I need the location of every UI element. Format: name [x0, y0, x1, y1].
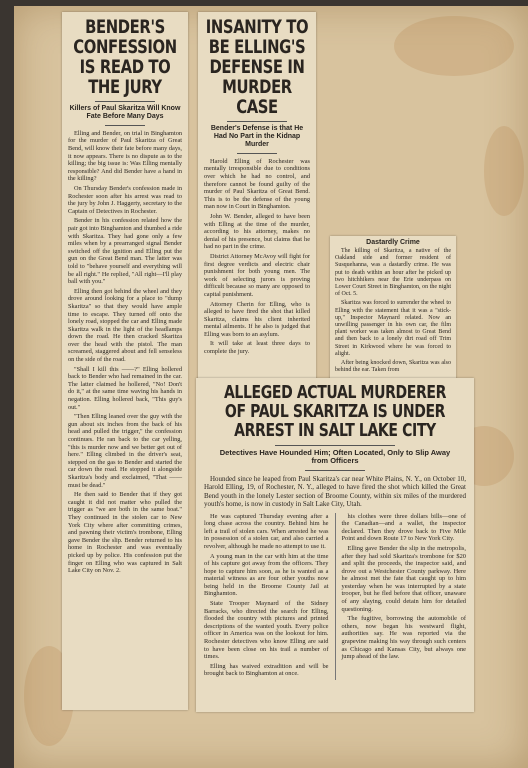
paragraph: Bender in his confession related how the pair got into Binghamton and thumbed a ride with Skaritza. They had gone only a few miles when by a prearranged signal Bender switched off the ignition and Elling put the gun on the Great Bend man. The latter was told to "behave yourself and everything will be all right." He replied, "All right—I'll play ball with you."	[68, 217, 182, 286]
headline	[68, 18, 182, 98]
paragraph: On Thursday Bender's confession made in Rochester soon after his arrest was read to the jury by John J. Haggerty, secretary to the Captain of Detectives in Rochester.	[68, 185, 182, 215]
paragraph: Elling and Bender, on trial in Binghamton for the murder of Paul Skaritza of Great Bend, will know their fate before many days, it now appears. There is no dispute as to the killing; the big issue is: Was Elling mentally responsible? And did Bender have a hand in the killing?	[68, 129, 182, 183]
two-column-body	[204, 513, 466, 680]
article-body	[204, 158, 310, 356]
right-column	[342, 513, 467, 680]
lead-paragraph	[204, 475, 466, 509]
paragraph: Elling then got behind the wheel and they drove around looking for a place to "dump Skaritza" so that they would have ample time to escape. They turned off onto the lonely road, stopped the car and Elling made Skaritza walk in the light of the headlamps down the road. He then cracked Skaritza over the head with the pistol. The man screamed, staggered about and fell senseless on the side of the road.	[68, 287, 182, 364]
paragraph: State Trooper Maynard of the Sidney Barracks, who directed the search for Elling, flooded the country with pictures and printed descriptions of the wanted youth. Every police officer in America was on the lookout for him. Rochester detectives who know Elling are said to have been close on his trail a number of times.	[204, 600, 329, 661]
paragraph: After being knocked down, Skaritza was also behind the ear. Taken from	[335, 360, 451, 374]
clipping-dastardly-crime	[330, 236, 456, 386]
headline-line: ALLEGED ACTUAL MURDERER	[223, 382, 447, 403]
article-body	[335, 248, 451, 374]
paragraph: John W. Bender, alleged to have been with Elling at the time of the murder, according to his attorney, makes no denial of his presence, but claims that he had no part in the crime.	[204, 212, 310, 251]
article-body	[68, 130, 182, 575]
left-column	[204, 513, 329, 680]
headline-line: BENDER'S	[85, 16, 165, 38]
paragraph: A young man in the car with him at the time of his capture got away from the officers. They hope to capture him soon, as he is wanted as a material witness as are four other youths now being held in the Broome County Jail at Binghamton.	[204, 552, 329, 598]
clipping-bender-confession	[62, 12, 188, 710]
paragraph: Skaritza was forced to surrender the wheel to Elling with the statement that it was a "stick-up," Inspector Maynard related. Now an unwilling passenger in his own car, the film plant worker was taken almost to Great Bend and then back to a lonely dirt road off Trim Street in Kirkwood where he was forced to alight.	[335, 300, 451, 357]
paragraph: Attorney Cherin for Elling, who is alleged to have fired the shot that killed Skaritza, claims his client inherited mental ailments. If he also is judged that Elling was born to an asylum.	[204, 300, 310, 338]
paragraph: The fugitive, borrowing the automobile of others, now began his westward flight, authorities say. He was reported via the grapevine making his way through such centers as Chicago and Kansas City, but always one jump ahead of the law.	[341, 615, 466, 661]
section-heading: Dastardly Crime	[366, 239, 420, 246]
paragraph: "Shall I kill this ——?" Elling hollered back to Bender who had remained in the car. The latter claimed he hollered, "No! Don't do it," at the same time waving his hands in negation. Elling hollered back, "This guy's out."	[68, 365, 182, 411]
headline-line: THE JURY	[88, 75, 162, 98]
headline-line: CONFESSION	[73, 35, 177, 58]
subhead: Bender's Defense is that He Had No Part in the Kidnap Murder	[210, 124, 304, 148]
paragraph: Elling gave Bender the slip in the metropolis, after they had sold Skaritza's trombone for $20 and split the proceeds, the inspector said, and drove out a Westchester County parkway. Here he almost met the fate that caught up to him yesterday when he was interrupted by a state trooper, but he fled before that officer, unaware of any slaying, could detain him for detailed questioning.	[341, 544, 466, 613]
headline-line: ARREST IN SALT LAKE CITY	[234, 419, 436, 441]
clipping-insanity-defense	[198, 12, 316, 400]
paragraph: Hounded since he leaped from Paul Skaritza's car near White Plains, N. Y., on October 10, Harold Elling, 19, of Rochester, N. Y., alleged to have fired the shot which killed the Great Bend youth in the lonely Lester section of Broome County, within six miles of the murdered youth's home, is now in custody in Salt Lake City, Utah.	[204, 474, 466, 509]
paragraph: Elling has waived extradition and will be brought back to Binghamton at once.	[204, 662, 329, 678]
paragraph: It will take at least three days to complete the jury.	[204, 340, 310, 356]
paragraph: District Attorney McAvoy will fight for first degree verdicts and electric chair punishment for both young men. The work of selecting jurors is proving difficult because so many are opposed to capital punishment.	[204, 252, 310, 298]
subhead: Detectives Have Hounded Him; Often Located, Only to Slip Away from Officers	[219, 447, 451, 466]
subhead: Killers of Paul Skaritza Will Know Fate Before Many Days	[69, 104, 181, 120]
headline-line: IS READ TO	[79, 55, 171, 78]
paragraph: Harold Elling of Rochester was mentally irresponsible due to conditions over which he had no control, and therefore cannot be found guilty of the murder of Paul Skaritza of Great Bend. This is to be the defense of the young man now in Court in Binghamton.	[204, 157, 310, 211]
paragraph: The killing of Skaritza, a native of the Oakland side and former resident of Susquehanna, was a dastardly crime. He was put to death within an hour after he picked up two hitchhikers near the Erie underpass on Lower Court Street in Binghamton, on the night of Oct. 5.	[335, 248, 451, 298]
headline-line: BE ELLING'S	[208, 35, 306, 58]
paragraph: "Then Elling leaned over the guy with the gun about six inches from the back of his head and pulled the trigger," the confession continues. He ran back to the car yelling, "this is murder now and we better get out of here." Elling climbed in the driver's seat, stepped on the gas to Bender and started the car down the road. He stopped it alongside Skaritza's body and exclaimed, "That —— must be dead."	[68, 413, 182, 489]
headline-line: DEFENSE IN	[209, 55, 305, 78]
clipping-arrest-salt-lake	[196, 378, 474, 712]
paragraph: He was captured Thursday evening after a long chase across the country. Behind him he left a trail of stolen cars. When arrested he was in possession of a stolen car, and also carried a revolver, although he made no attempt to use it.	[204, 512, 329, 550]
column-divider	[335, 513, 336, 680]
headline-line: OF PAUL SKARITZA IS UNDER	[224, 400, 446, 422]
headline	[203, 384, 467, 441]
headline-line: MURDER CASE	[222, 75, 292, 118]
paragraph: his clothes were three dollars bills—one of the Canadian—and a wallet, the inspector declared. Then they drove back to Five Mile Point and down Route 17 to New York City.	[341, 512, 466, 543]
paragraph: He then said to Bender that if they got caught it did not matter who pulled the trigger as "we are both in the same boat." They continued in the stolen car to New York City where after committing crimes, and pawning their victim's trombone, Elling gave Bender the slip. Bender returned to his home in Rochester and was eventually picked up by police. His confession put the finger on Elling who was captured in Salt Lake City on Nov. 2.	[68, 491, 182, 575]
headline	[203, 18, 311, 118]
headline-line: INSANITY TO	[205, 16, 309, 38]
